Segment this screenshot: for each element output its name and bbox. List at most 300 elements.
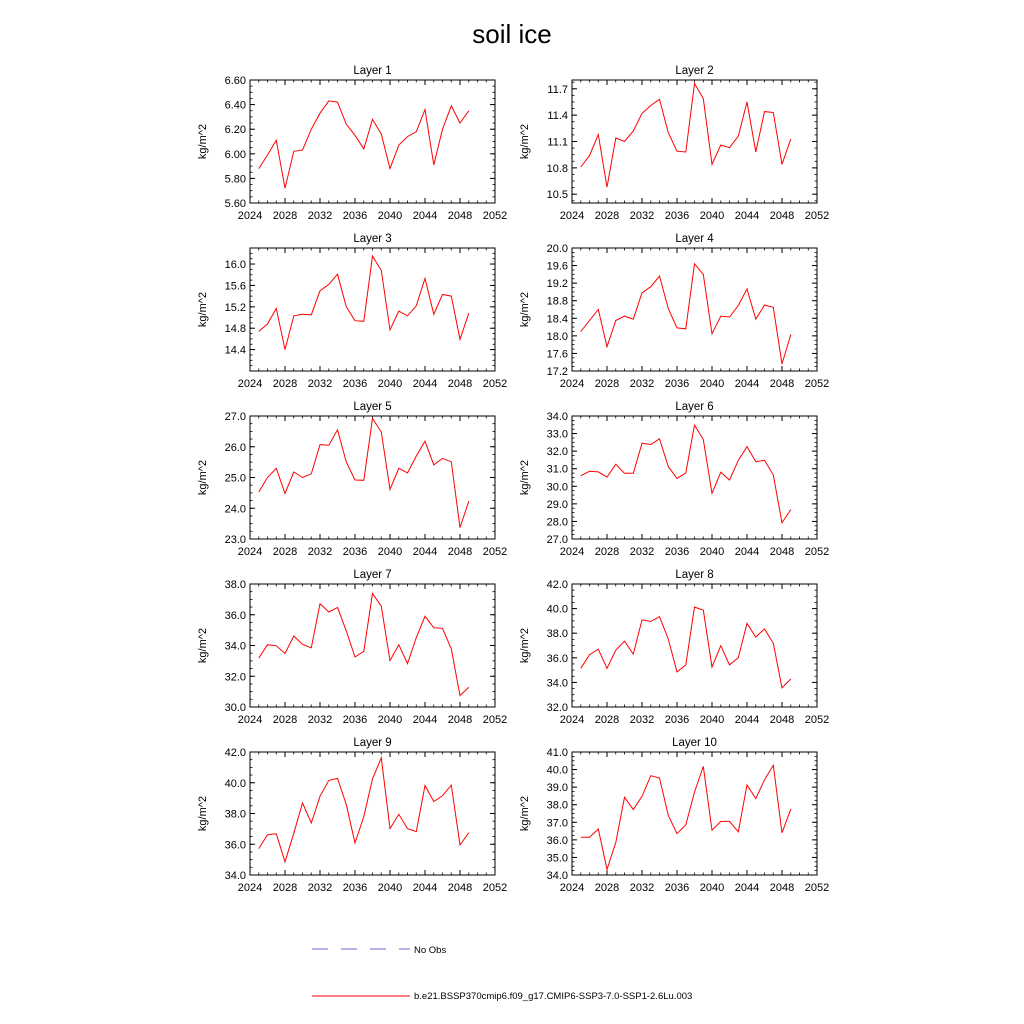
series-line — [581, 84, 791, 188]
y-tick-label: 36.0 — [224, 839, 246, 852]
data-point — [302, 477, 303, 478]
x-tick-label: 2052 — [804, 546, 830, 558]
data-point — [381, 270, 382, 271]
y-tick-label: 23.0 — [224, 534, 246, 546]
data-point — [328, 780, 329, 781]
x-tick-label: 2048 — [769, 714, 795, 726]
y-tick-label: 19.2 — [546, 278, 568, 291]
chart-panel-9 — [197, 737, 507, 894]
data-point — [606, 187, 607, 188]
data-point — [746, 446, 747, 447]
data-point — [372, 119, 373, 120]
data-point — [720, 144, 721, 145]
y-tick-label: 25.0 — [224, 472, 246, 485]
series-line — [581, 607, 791, 688]
data-point — [633, 473, 634, 474]
data-point — [580, 331, 581, 332]
panel-title: Layer 2 — [675, 65, 714, 77]
data-point — [650, 105, 651, 106]
data-point — [284, 653, 285, 654]
y-tick-label: 35.0 — [546, 852, 568, 865]
data-point — [598, 471, 599, 472]
series-line — [581, 425, 791, 523]
data-point — [580, 475, 581, 476]
data-point — [746, 623, 747, 624]
data-point — [258, 331, 259, 332]
data-point — [416, 131, 417, 132]
x-tick-label: 2036 — [664, 882, 690, 894]
data-point — [755, 461, 756, 462]
data-point — [694, 791, 695, 792]
data-point — [354, 479, 355, 480]
data-point — [615, 137, 616, 138]
data-point — [363, 651, 364, 652]
y-tick-label: 10.5 — [546, 189, 568, 202]
x-tick-label: 2052 — [804, 210, 830, 222]
data-point — [328, 445, 329, 446]
y-tick-label: 42.0 — [224, 747, 246, 759]
series-line — [581, 264, 791, 364]
obs-legend-label: No Obs — [414, 945, 447, 956]
data-point — [381, 606, 382, 607]
data-point — [720, 645, 721, 646]
data-point — [389, 489, 390, 490]
x-tick-label: 2036 — [342, 546, 368, 558]
x-tick-label: 2036 — [342, 378, 368, 390]
data-point — [319, 796, 320, 797]
y-tick-label: 30.0 — [224, 702, 246, 714]
y-tick-label: 38.0 — [546, 628, 568, 641]
data-point — [738, 305, 739, 306]
data-point — [311, 314, 312, 315]
data-point — [416, 455, 417, 456]
data-point — [650, 621, 651, 622]
data-point — [624, 797, 625, 798]
data-point — [615, 320, 616, 321]
data-point — [773, 474, 774, 475]
data-point — [773, 765, 774, 766]
data-point — [267, 323, 268, 324]
x-tick-label: 2040 — [377, 378, 403, 390]
data-point — [267, 644, 268, 645]
data-point — [720, 315, 721, 316]
data-point — [659, 438, 660, 439]
x-tick-label: 2040 — [377, 210, 403, 222]
x-tick-label: 2044 — [734, 378, 760, 390]
data-point — [337, 102, 338, 103]
data-point — [589, 837, 590, 838]
figure-title: soil ice — [472, 19, 552, 49]
panel-title: Layer 10 — [672, 737, 717, 749]
data-point — [755, 151, 756, 152]
x-tick-label: 2048 — [447, 882, 473, 894]
x-tick-label: 2028 — [594, 378, 620, 390]
data-point — [720, 472, 721, 473]
data-point — [668, 639, 669, 640]
y-tick-label: 11.4 — [547, 110, 568, 123]
x-tick-label: 2032 — [307, 210, 333, 222]
data-point — [606, 477, 607, 478]
x-tick-label: 2040 — [699, 882, 725, 894]
x-tick-label: 2048 — [447, 378, 473, 390]
x-tick-label: 2028 — [594, 210, 620, 222]
data-point — [729, 821, 730, 822]
x-tick-label: 2032 — [307, 882, 333, 894]
data-point — [372, 593, 373, 594]
x-tick-label: 2040 — [377, 714, 403, 726]
y-tick-label: 33.0 — [546, 428, 568, 441]
data-point — [468, 501, 469, 502]
x-tick-label: 2028 — [594, 882, 620, 894]
data-point — [781, 363, 782, 364]
panels — [197, 65, 829, 894]
data-point — [703, 439, 704, 440]
data-point — [703, 766, 704, 767]
data-point — [703, 274, 704, 275]
chart-panel-10 — [519, 737, 829, 894]
data-point — [293, 471, 294, 472]
data-point — [589, 471, 590, 472]
x-tick-label: 2036 — [342, 714, 368, 726]
x-tick-label: 2040 — [699, 378, 725, 390]
x-tick-label: 2044 — [412, 714, 438, 726]
y-tick-label: 38.0 — [224, 579, 246, 591]
plot-frame — [572, 416, 817, 539]
x-tick-label: 2036 — [664, 546, 690, 558]
data-point — [346, 306, 347, 307]
data-point — [641, 292, 642, 293]
data-point — [302, 802, 303, 803]
data-point — [302, 314, 303, 315]
x-tick-label: 2044 — [412, 210, 438, 222]
data-point — [302, 644, 303, 645]
data-point — [781, 687, 782, 688]
x-tick-label: 2048 — [769, 882, 795, 894]
data-point — [433, 314, 434, 315]
y-tick-label: 39.0 — [546, 782, 568, 795]
y-tick-label: 18.4 — [546, 313, 568, 326]
data-point — [764, 111, 765, 112]
plot-frame — [572, 584, 817, 707]
y-tick-label: 30.0 — [546, 481, 568, 494]
data-point — [354, 842, 355, 843]
data-point — [764, 305, 765, 306]
data-point — [729, 479, 730, 480]
x-tick-label: 2052 — [804, 882, 830, 894]
data-point — [773, 307, 774, 308]
data-point — [459, 527, 460, 528]
data-point — [276, 468, 277, 469]
data-point — [729, 664, 730, 665]
panel-title: Layer 6 — [675, 401, 714, 413]
data-point — [258, 658, 259, 659]
x-tick-label: 2044 — [734, 882, 760, 894]
data-point — [451, 105, 452, 106]
data-point — [468, 687, 469, 688]
x-tick-label: 2036 — [342, 882, 368, 894]
data-point — [433, 801, 434, 802]
data-point — [764, 628, 765, 629]
data-point — [615, 650, 616, 651]
data-point — [659, 777, 660, 778]
x-tick-label: 2052 — [804, 378, 830, 390]
x-tick-label: 2052 — [482, 714, 508, 726]
x-tick-label: 2028 — [272, 546, 298, 558]
data-point — [284, 861, 285, 862]
y-tick-label: 6.40 — [224, 99, 246, 112]
data-point — [703, 609, 704, 610]
panel-title: Layer 1 — [353, 65, 392, 77]
data-point — [442, 294, 443, 295]
data-point — [267, 834, 268, 835]
data-point — [790, 809, 791, 810]
x-tick-label: 2036 — [664, 714, 690, 726]
x-tick-label: 2024 — [559, 714, 585, 726]
data-point — [337, 607, 338, 608]
plot-frame — [572, 752, 817, 875]
data-point — [337, 429, 338, 430]
x-tick-label: 2032 — [629, 546, 655, 558]
data-point — [354, 320, 355, 321]
x-tick-label: 2032 — [629, 378, 655, 390]
x-tick-label: 2052 — [804, 714, 830, 726]
chart-panel-1 — [197, 65, 507, 222]
x-tick-label: 2024 — [237, 378, 263, 390]
x-tick-label: 2048 — [769, 546, 795, 558]
data-point — [468, 110, 469, 111]
x-tick-label: 2024 — [237, 210, 263, 222]
y-axis-label: kg/m^2 — [519, 795, 531, 832]
data-point — [633, 809, 634, 810]
data-point — [337, 778, 338, 779]
data-point — [284, 493, 285, 494]
data-point — [451, 784, 452, 785]
data-point — [633, 130, 634, 131]
data-point — [676, 151, 677, 152]
y-tick-label: 40.0 — [224, 777, 246, 790]
data-point — [346, 124, 347, 125]
y-tick-label: 17.6 — [546, 348, 568, 361]
x-tick-label: 2048 — [769, 378, 795, 390]
x-tick-label: 2044 — [734, 210, 760, 222]
panel-title: Layer 3 — [353, 233, 392, 245]
data-point — [746, 784, 747, 785]
y-tick-label: 26.0 — [224, 441, 246, 454]
x-tick-label: 2048 — [447, 546, 473, 558]
series-line — [259, 419, 469, 528]
data-point — [354, 135, 355, 136]
data-point — [267, 477, 268, 478]
x-tick-label: 2028 — [594, 546, 620, 558]
data-point — [729, 147, 730, 148]
panel-title: Layer 7 — [353, 569, 392, 581]
data-point — [624, 641, 625, 642]
data-point — [328, 100, 329, 101]
data-point — [407, 663, 408, 664]
y-axis-label: kg/m^2 — [519, 459, 531, 496]
data-point — [598, 828, 599, 829]
data-point — [598, 309, 599, 310]
y-tick-label: 6.60 — [224, 75, 246, 87]
y-tick-label: 40.0 — [546, 764, 568, 777]
y-axis-label: kg/m^2 — [197, 123, 209, 160]
data-point — [711, 164, 712, 165]
y-tick-label: 34.0 — [546, 411, 568, 423]
panel-title: Layer 4 — [675, 233, 714, 245]
plot-frame — [250, 416, 495, 539]
x-tick-label: 2028 — [272, 882, 298, 894]
x-tick-label: 2036 — [342, 210, 368, 222]
data-point — [676, 671, 677, 672]
data-point — [381, 431, 382, 432]
data-point — [398, 644, 399, 645]
y-tick-label: 15.2 — [224, 301, 246, 314]
x-tick-label: 2032 — [629, 210, 655, 222]
data-point — [276, 140, 277, 141]
y-tick-label: 6.20 — [224, 124, 246, 137]
data-point — [729, 316, 730, 317]
data-point — [346, 804, 347, 805]
y-tick-label: 36.0 — [546, 652, 568, 665]
data-point — [738, 657, 739, 658]
panel-title: Layer 8 — [675, 569, 714, 581]
x-tick-label: 2044 — [412, 378, 438, 390]
x-tick-label: 2040 — [377, 546, 403, 558]
data-point — [580, 837, 581, 838]
data-point — [668, 466, 669, 467]
x-tick-label: 2024 — [237, 882, 263, 894]
data-point — [416, 831, 417, 832]
y-tick-label: 41.0 — [546, 747, 568, 759]
y-tick-label: 34.0 — [224, 640, 246, 653]
data-point — [764, 460, 765, 461]
x-tick-label: 2024 — [237, 714, 263, 726]
y-tick-label: 34.0 — [224, 870, 246, 882]
y-tick-label: 16.0 — [224, 259, 246, 272]
x-tick-label: 2048 — [769, 210, 795, 222]
y-tick-label: 27.0 — [224, 411, 246, 423]
y-tick-label: 34.0 — [546, 677, 568, 690]
data-point — [589, 654, 590, 655]
data-point — [711, 666, 712, 667]
data-point — [598, 649, 599, 650]
data-point — [685, 151, 686, 152]
legend — [312, 945, 692, 1002]
data-point — [459, 844, 460, 845]
data-point — [311, 129, 312, 130]
data-point — [685, 472, 686, 473]
data-point — [641, 796, 642, 797]
x-tick-label: 2024 — [559, 546, 585, 558]
data-point — [258, 491, 259, 492]
data-point — [363, 816, 364, 817]
data-point — [694, 607, 695, 608]
data-point — [459, 339, 460, 340]
x-tick-label: 2024 — [237, 546, 263, 558]
data-point — [433, 627, 434, 628]
data-point — [354, 656, 355, 657]
data-point — [606, 869, 607, 870]
data-point — [755, 798, 756, 799]
data-point — [267, 154, 268, 155]
series-line — [259, 594, 469, 696]
data-point — [755, 319, 756, 320]
series-line — [259, 101, 469, 188]
x-tick-label: 2044 — [412, 882, 438, 894]
data-point — [606, 668, 607, 669]
y-tick-label: 27.0 — [546, 534, 568, 546]
data-point — [442, 795, 443, 796]
y-tick-label: 18.8 — [546, 295, 568, 308]
y-tick-label: 24.0 — [224, 503, 246, 516]
data-point — [615, 464, 616, 465]
chart-panel-2 — [519, 65, 829, 222]
x-tick-label: 2052 — [482, 210, 508, 222]
data-point — [738, 136, 739, 137]
data-point — [372, 778, 373, 779]
x-tick-label: 2032 — [307, 714, 333, 726]
x-tick-label: 2048 — [447, 210, 473, 222]
y-tick-label: 15.6 — [224, 280, 246, 293]
data-point — [319, 290, 320, 291]
data-point — [659, 616, 660, 617]
data-point — [424, 278, 425, 279]
data-point — [293, 315, 294, 316]
data-point — [738, 831, 739, 832]
data-point — [694, 425, 695, 426]
y-tick-label: 34.0 — [546, 870, 568, 882]
data-point — [720, 821, 721, 822]
data-point — [606, 346, 607, 347]
x-tick-label: 2040 — [699, 210, 725, 222]
data-point — [580, 668, 581, 669]
data-point — [650, 444, 651, 445]
y-tick-label: 5.80 — [224, 173, 246, 186]
data-point — [433, 464, 434, 465]
data-point — [398, 468, 399, 469]
chart-panel-5 — [197, 401, 507, 558]
x-tick-label: 2028 — [272, 714, 298, 726]
y-axis-label: kg/m^2 — [519, 123, 531, 160]
y-tick-label: 32.0 — [546, 702, 568, 714]
x-tick-label: 2052 — [482, 546, 508, 558]
data-point — [589, 155, 590, 156]
y-tick-label: 6.00 — [224, 148, 246, 161]
data-point — [468, 313, 469, 314]
data-point — [284, 349, 285, 350]
data-point — [633, 654, 634, 655]
data-point — [372, 255, 373, 256]
x-tick-label: 2024 — [559, 882, 585, 894]
data-point — [407, 828, 408, 829]
data-point — [738, 460, 739, 461]
y-tick-label: 38.0 — [546, 799, 568, 812]
y-tick-label: 40.0 — [546, 603, 568, 616]
x-tick-label: 2028 — [594, 714, 620, 726]
data-point — [389, 660, 390, 661]
y-axis-label: kg/m^2 — [197, 795, 209, 832]
x-tick-label: 2028 — [272, 378, 298, 390]
y-tick-label: 42.0 — [546, 579, 568, 591]
x-tick-label: 2048 — [447, 714, 473, 726]
data-point — [293, 635, 294, 636]
data-point — [790, 678, 791, 679]
data-point — [319, 113, 320, 114]
x-tick-label: 2052 — [482, 882, 508, 894]
x-tick-label: 2032 — [307, 546, 333, 558]
data-point — [407, 472, 408, 473]
chart-panel-6 — [519, 401, 829, 558]
